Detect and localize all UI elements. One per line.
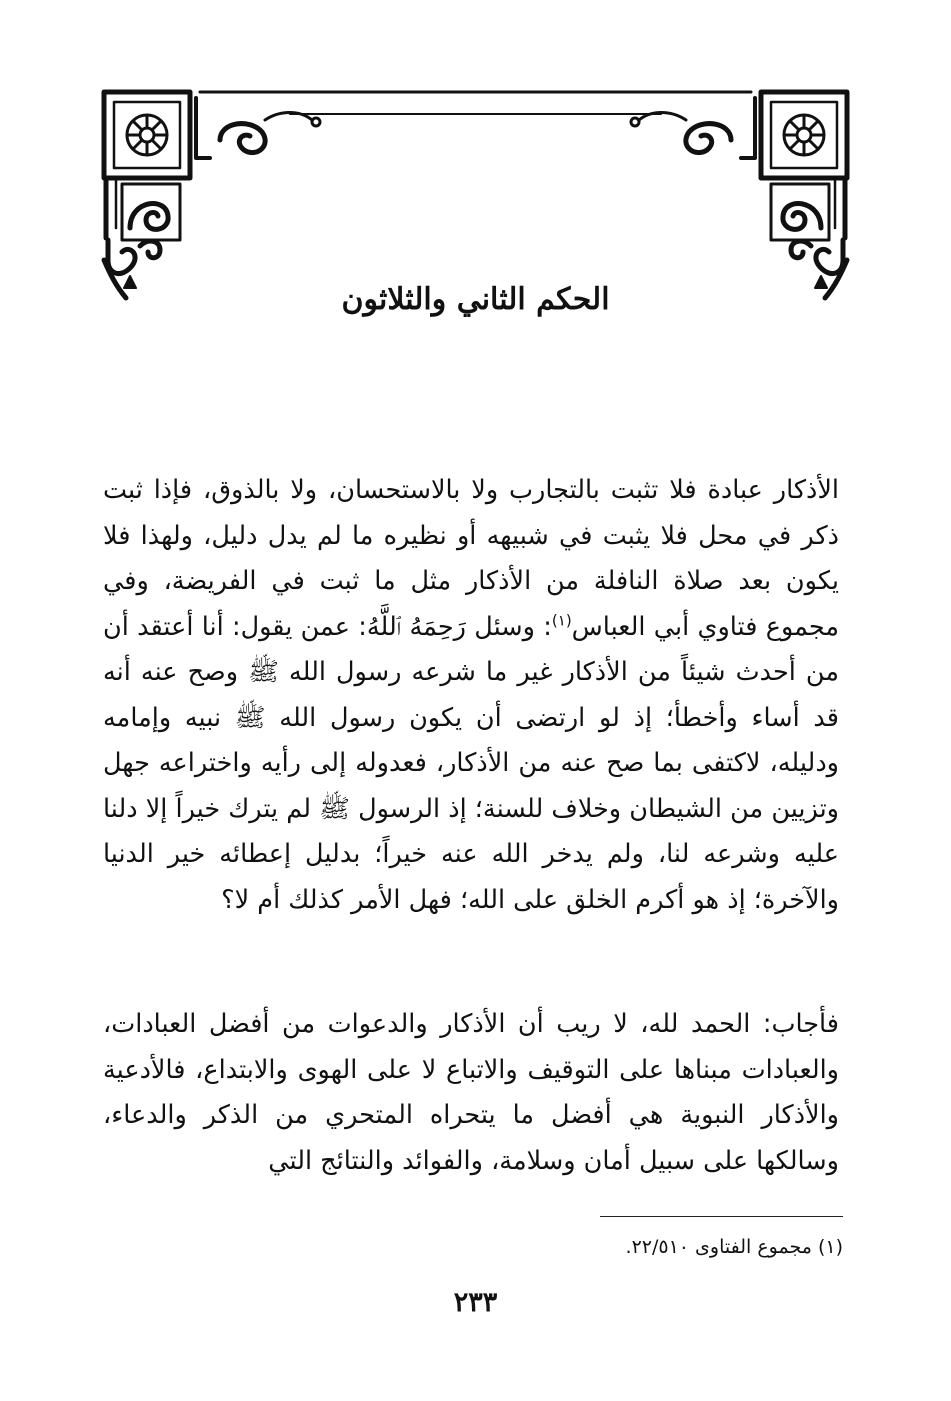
ornamental-frame-icon <box>100 88 851 303</box>
footnote-1: (١) مجموع الفتاوى ٢٢/٥١٠. <box>625 1236 843 1258</box>
paragraph-text-continued: : وسئل رَحِمَهُ ٱللَّهُ: عمن يقول: أنا أعتقد أن من أحدث شيئاً من الأذكار غير ما شرعه رسول الله ﷺ وصح عنه أنه قد أساء وأخطأ؛ إذ لو ارتضى أن يكون رسول الله ﷺ نبيه وإمامه ودليله، لاكتفى بما صح عنه من الأذكار، فعدوله إلى رأيه واختراعه جهل وتزيين من الشيطان وخلاف للسنة؛ إذ الرسول ﷺ لم يترك خيراً إلا دلنا عليه وشرعه لنا، ولم يدخر الله عنه خيراً؛ بدليل إعطائه خير الدنيا والآخرة؛ إذ هو أكرم الخلق على الله؛ فهل الأمر كذلك أم لا؟ <box>103 611 839 915</box>
page-number: ٢٣٣ <box>453 1287 498 1318</box>
footnote-reference[interactable]: (١) <box>551 611 572 629</box>
footnote-divider <box>600 1216 843 1217</box>
body-paragraph-1 <box>103 468 839 923</box>
chapter-title: الحكم الثاني والثلاثون <box>341 282 610 317</box>
paragraph-text: الأذكار عبادة فلا تثبت بالتجارب ولا بالاستحسان، ولا بالذوق، فإذا ثبت ذكر في محل فلا يثبت في شبيهه أو نظيره ما لم يدل دليل، ولهذا فلا يكون بعد صلاة النافلة من الأذكار مثل ما ثبت في الفريضة، وفي مجموع فتاوي أبي العباس <box>103 475 839 642</box>
body-paragraph-2: فأجاب: الحمد لله، لا ريب أن الأذكار والدعوات من أفضل العبادات، والعبادات مبناها على التوقيف والاتباع لا على الهوى والابتداع، فالأدعية والأذكار النبوية هي أفضل ما يتحراه المتحري من الذكر والدعاء، وسالكها على سبيل أمان وسلامة، والفوائد والنتائج التي <box>103 1009 839 1176</box>
